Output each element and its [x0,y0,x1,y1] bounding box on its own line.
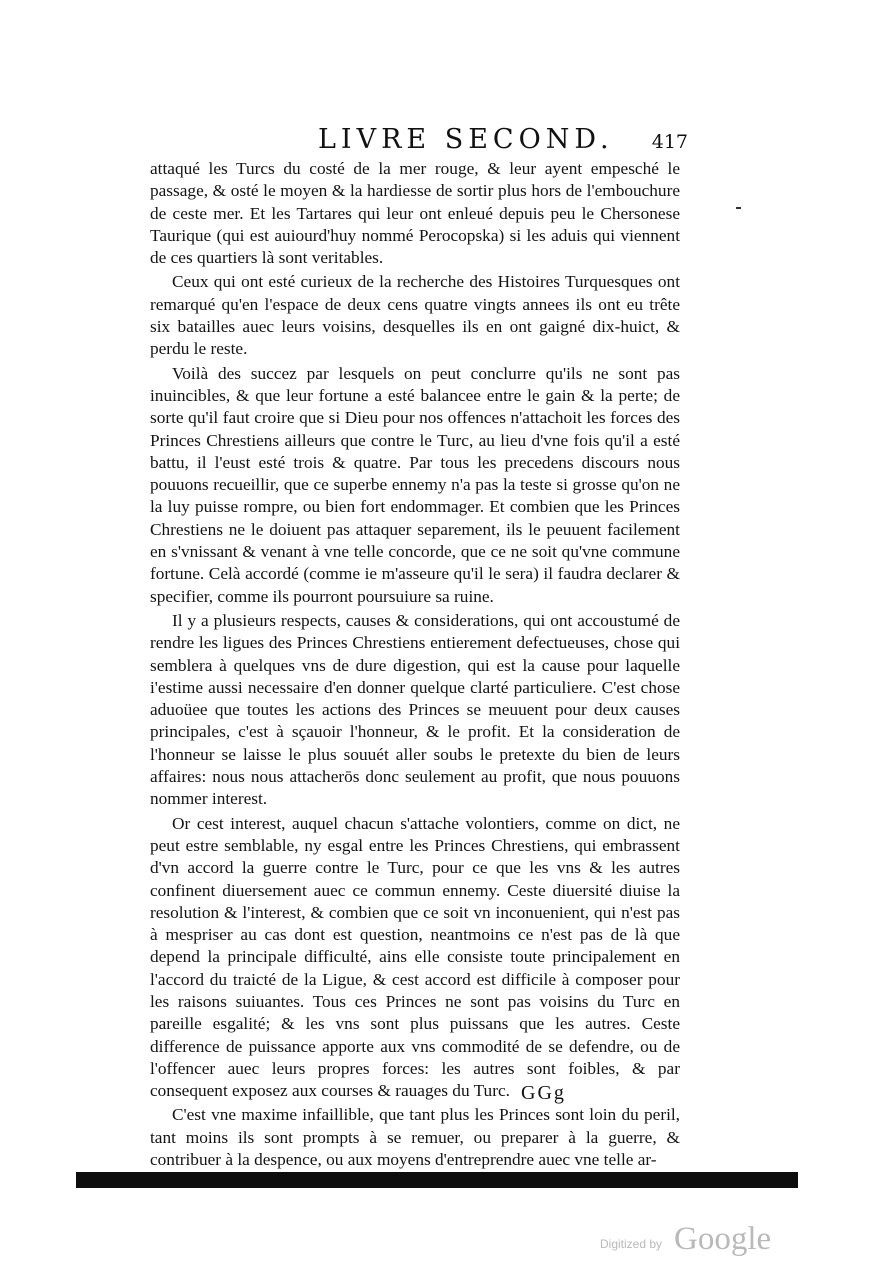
margin-ink-speck [736,207,741,209]
paragraph: C'est vne maxime infaillible, que tant plus les Princes sont loin du peril, tant moins ils sont prompts à se remuer, ou preparer à la guerre, & contribuer à la despence, ou aux moyens d'entreprendre auec vne telle ar- [150,1105,680,1170]
paragraph: Voilà des succez par lesquels on peut conclurre qu'ils ne sont pas inuincibles, & que leur fortune a esté balancee entre le gain & la perte; de sorte qu'il faut croire que si Dieu pour nos offences n'attachoit les forces des Princes Chrestiens ailleurs que contre le Turc, au lieu d'vne fois qu'il a esté battu, il l'eust esté trois & quatre. Par tous les precedens discours nous pouuons recueillir, que ce superbe ennemy n'a pas la teste si grosse qu'on ne la luy puisse rompre, ou bien fort endommager. Et combien que les Princes Chrestiens ne le doiuent pas attaquer separement, ils le peuuent facilement en s'vnissant & venant à vne telle concorde, que ce ne soit qu'vne commune fortune. Celà accordé (comme ie m'asseure qu'il le sera) il faudra declarer & specifier, comme ils pourront poursuiure sa ruine. [150,363,680,606]
page-number: 417 [651,131,688,153]
paragraph-continued: attaqué les Turcs du costé de la mer rouge, & leur ayent empesché le passage, & osté le moyen & la hardiesse de sortir plus hors de l'embouchure de ceste mer. Et les Tartares qui leur ont enleué depuis peu le Chersonese Taurique (qui est auiourd'huy nommé Perocopska) si les aduis qui viennent de ces quartiers là sont veritables. [150,159,680,268]
paragraph: Il y a plusieurs respects, causes & considerations, qui ont accoustumé de rendre les ligues des Princes Chrestiens entierement defectueuses, chose qui semblera à quelques vns de dure digestion, qui est la cause pour laquelle i'estime aussi necessaire d'en donner quelque clarté particuliere. C'est chose aduoüee que toutes les actions des Princes se meuuent pour deux causes principales, c'est à sçauoir l'honneur, & le profit. Et la consideration de l'honneur se laisse le plus souuét aller soubs le pretexte du bien de leurs affaires: nous nous attacherōs donc seulement au profit, que nous pouuons nommer interest. [150,610,680,809]
page-header [150,124,686,160]
paragraph: Or cest interest, auquel chacun s'attache volontiers, comme on dict, ne peut estre semblable, ny esgal entre les Princes Chrestiens, qui embrassent d'vn accord la guerre contre le Turc, pour ce que les vns & les autres confinent diuersement auec ce commun ennemy. Ceste diuersité diuise la resolution & l'interest, & combien que ce soit vn inconuenient, qui n'est pas à mespriser au cas dont est question, neantmoins ce n'est pas de là que depend la principale difficulté, ains elle consiste toute principalement en l'accord du traicté de la Ligue, & cest accord est difficile à composer pour les raisons suiuantes. Tous ces Princes ne sont pas voisins du Turc en pareille esgalité; & les vns sont plus puissans que les autres. Ceste difference de puissance apporte aux vns commodité de se defendre, ou de l'offencer auec leurs propres forces: les autres sont foibles, & par consequent exposez aux courses & rauages du Turc. [150,813,680,1101]
signature-mark: GGg [521,1082,566,1104]
paragraph: Ceux qui ont esté curieux de la recherche des Histoires Turquesques ont remarqué qu'en l'espace de deux cens quatre vingts annees ils ont eu trête six batailles auec leurs voisins, desquelles ils en ont gaigné dix-huict, & perdu le reste. [150,272,680,359]
watermark-brand: Google [674,1221,772,1257]
body-text [150,158,680,1173]
watermark-prefix: Digitized by [600,1237,663,1251]
running-head: LIVRE SECOND. [318,124,614,155]
scan-edge-bar [76,1172,798,1188]
digitized-watermark [600,1221,790,1261]
